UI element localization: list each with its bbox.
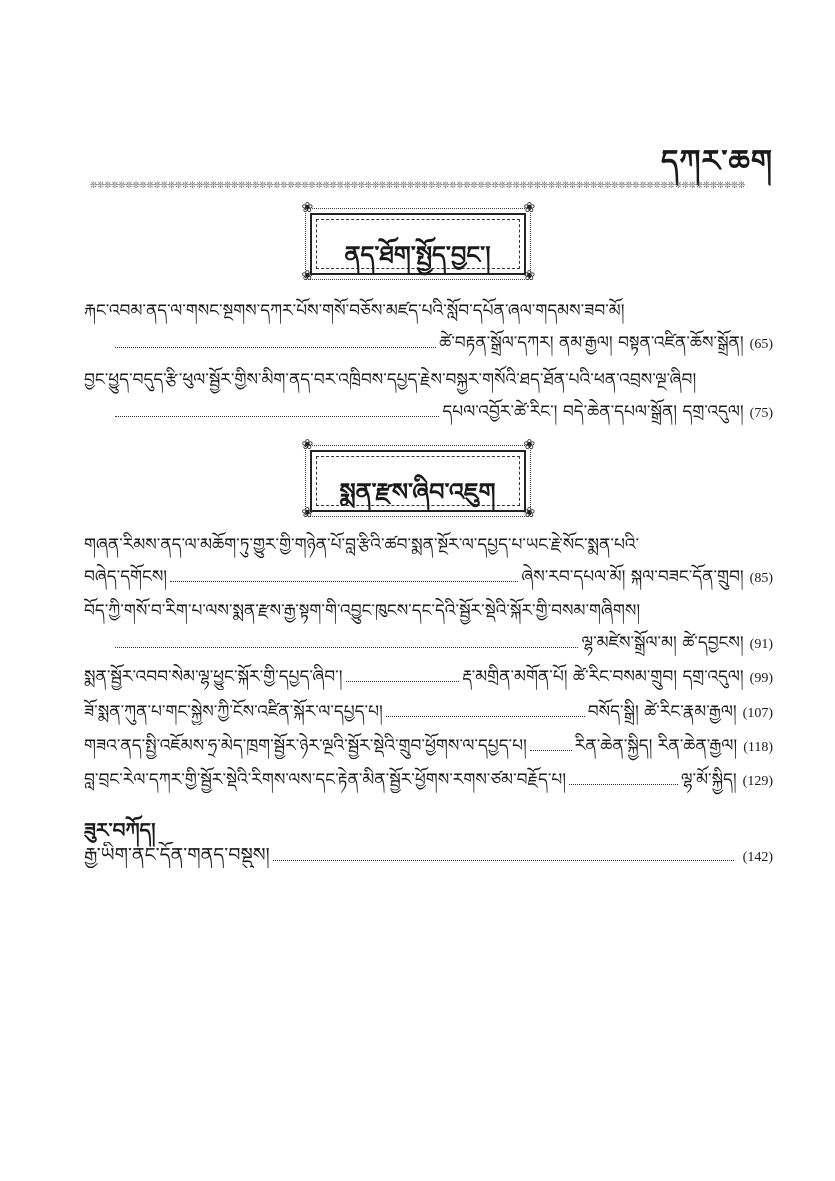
entry-page: (99) xyxy=(749,671,773,686)
entry-author: རིན་ཆེན་སྐྱིད། རིན་ཆེན་རྒྱལ། xyxy=(574,736,738,756)
ornament-icon: ❀ xyxy=(523,268,536,284)
entry-page: (107) xyxy=(742,706,773,721)
dot-leader xyxy=(273,846,734,861)
toc-entry[interactable] xyxy=(84,367,773,427)
dot-leader xyxy=(530,736,572,751)
toc-entry[interactable] xyxy=(84,767,773,795)
entry-author: ཞེས་རབ་དཔལ་མོ། སྐལ་བཟང་དོན་གྲུབ། xyxy=(521,567,744,587)
section-title: སྨན་རྫས་ཞིབ་འཇུག xyxy=(339,477,496,506)
entry-title: གཟའ་ནད་སྤྱི་འཇོམས་ཧྲ་མེད་ཁྲག་སྦྱོར་ཉེར་ལྔའི་སྦྱོར་སྡེའི་གྲུབ་ཕྱོགས་ལ་དཔྱད་པ། xyxy=(84,736,527,756)
entry-title: རྒྱ་ཡིག་ནང་དོན་གནད་བསྡུས། xyxy=(84,844,270,866)
entry-title: ཟོ་སྨན་ཀུན་པ་གང་སྐྱེས་ཀྱི་ངོས་འཛིན་སྐོར་ལ་དཔྱད་པ། xyxy=(84,702,383,722)
entry-author: ཚེ་བརྟན་སྒྲོལ་དཀར། ནམ་རྒྱལ། བསྟན་འཛིན་ཆོས་སྒྲོན། xyxy=(439,333,744,353)
section-title: ནད་ཐོག་སྤྱོད་བྱང་། xyxy=(344,240,491,269)
page-title: དཀར་ཆག xyxy=(661,144,773,179)
ornamental-divider: ❊❊❊❊❊❊❊❊❊❊❊❊❊❊❊❊❊❊❊❊❊❊❊❊❊❊❊❊❊❊❊❊❊❊❊❊❊❊❊❊❊❊❊❊❊❊❊❊❊❊❊❊❊❊❊❊❊❊❊❊❊❊❊❊❊❊❊❊❊❊❊❊❊❊❊❊❊❊❊❊❊❊❊❊❊❊❊❊❊❊❊❊❊ xyxy=(90,181,745,191)
ornament-icon: ❀ xyxy=(523,200,536,216)
ornament-icon: ❀ xyxy=(301,268,314,284)
dot-leader xyxy=(115,633,578,648)
entry-author: ལྷ་མཛེས་སྒྲོལ་མ། ཚེ་དབྱངས། xyxy=(581,633,744,653)
toc-entry[interactable] xyxy=(84,842,773,871)
entry-page: (91) xyxy=(749,637,773,652)
appendix-heading: ཟུར་བཀོད། xyxy=(84,818,156,842)
dot-leader xyxy=(170,567,518,582)
entry-title-line: རྐང་འབམ་ནད་ལ་གསང་སྔགས་དཀར་པོས་གསོ་བཅོས་མཛད་པའི་སློབ་དཔོན་ཞལ་གདམས་ཟབ་མོ། xyxy=(84,301,625,321)
section-title-box xyxy=(301,200,536,284)
dot-leader xyxy=(115,333,436,348)
entry-title-cont: བཞེད་དགོངས། xyxy=(84,567,168,587)
entry-page: (75) xyxy=(749,406,773,421)
entry-title: སྨན་སྦྱོར་འབབ་སེམ་ལྷ་ཕྱུང་སྐོར་གྱི་དཔྱད་ཞིབ་། xyxy=(84,667,343,687)
dot-leader xyxy=(386,702,585,717)
toc-entry[interactable] xyxy=(84,298,773,358)
entry-author: དཔལ་འབྱོར་ཚེ་རིང་། བདེ་ཆེན་དཔལ་སྒྲོན། དགྲ་འདུལ། xyxy=(442,402,744,422)
entry-author: ལྷ་མོ་སྐྱིད། xyxy=(680,770,737,790)
toc-entry[interactable] xyxy=(84,664,773,692)
entry-author: རྡ་མགྲིན་མགོན་པོ། ཚེ་རིང་བསམ་གྲུབ། དགྲ་འདུལ། xyxy=(462,667,744,687)
toc-entry[interactable] xyxy=(84,598,773,658)
ornament-icon: ❀ xyxy=(301,437,314,453)
toc-entry[interactable] xyxy=(84,733,773,761)
entry-title-line: གཞན་རིམས་ནད་ལ་མཆོག་ཏུ་གྱུར་གྱི་གཉེན་པོ་བླ་རྩིའི་ཚབ་སྨན་སྔོར་ལ་དཔྱད་པ་ཡང་རྗེ་སོང་སྨན་པའི་ xyxy=(84,535,640,555)
section-title-box xyxy=(301,437,536,521)
entry-title-line: བྱང་ཕྱུད་བདུད་རྩི་ཕུལ་སྦྱོར་གྱིས་མིག་ནད་བར་འཁྲིབས་དཔྱད་རྗེས་བསྐྱར་གསོའི་ཐད་ཐོན་པའི་ཕན་འབྲས་ལྔ་ཞིབ། xyxy=(84,370,697,390)
entry-title: བླ་བྲང་རེལ་དཀར་གྱི་སྦྱོར་སྡེའི་རིགས་ལས་དང་རྟེན་མིན་སྦྱོར་ཕྱོགས་རགས་ཙམ་བརྗོད་པ། xyxy=(84,770,567,790)
ornament-icon: ❀ xyxy=(523,505,536,521)
toc-entry[interactable] xyxy=(84,532,773,592)
entry-title-line: བོད་ཀྱི་གསོ་བ་རིག་པ་ལས་སྨན་རྫས་རྒྱ་སྟག་གི་འབྱུང་ཁུངས་དང་དེའི་སྦྱོར་སྡེའི་སྐོར་གྱི་བསམ་གཞིགས། xyxy=(84,601,641,621)
toc-entry[interactable] xyxy=(84,699,773,727)
entry-author: བསོད་སྒྲི། ཚེ་རིང་རྣམ་རྒྱལ། xyxy=(587,702,737,722)
entry-page: (129) xyxy=(742,774,773,789)
entry-page: (142) xyxy=(742,850,773,865)
ornament-icon: ❀ xyxy=(301,200,314,216)
ornament-icon: ❀ xyxy=(301,505,314,521)
ornament-icon: ❀ xyxy=(523,437,536,453)
dot-leader xyxy=(115,402,439,417)
entry-page: (85) xyxy=(749,571,773,586)
entry-page: (118) xyxy=(743,740,773,755)
dot-leader xyxy=(346,667,460,682)
entry-page: (65) xyxy=(749,337,773,352)
dot-leader xyxy=(569,770,678,785)
